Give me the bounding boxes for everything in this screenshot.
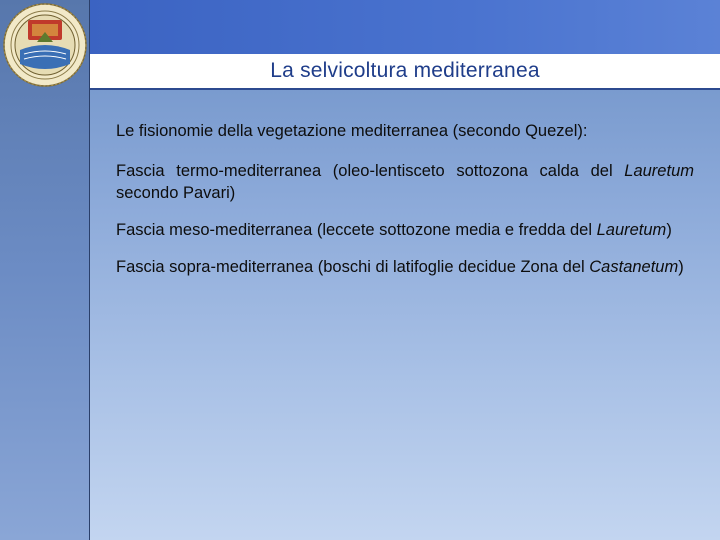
top-band (90, 0, 720, 54)
list-item (116, 219, 694, 241)
item-italic-term: Lauretum (624, 162, 694, 180)
item-text: Fascia termo-mediterranea (oleo-lentisceto sottozona calda del (116, 162, 625, 180)
list-item (116, 256, 694, 278)
intro-text: Le fisionomie della vegetazione mediterranea (secondo Quezel): (116, 122, 588, 140)
list-item (116, 160, 694, 204)
item-italic-term: Castanetum (589, 258, 679, 276)
university-seal-logo (2, 2, 88, 88)
item-text-tail: secondo Pavari) (116, 184, 236, 202)
slide-title: La selvicoltura mediterranea (270, 59, 540, 82)
title-bar (90, 54, 720, 90)
item-text-tail: ) (666, 221, 672, 239)
slide-content (116, 120, 694, 293)
item-text: Fascia meso-mediterranea (leccete sottozone media e fredda del (116, 221, 597, 239)
item-italic-term: Lauretum (596, 221, 667, 239)
item-text-tail: ) (678, 258, 684, 276)
item-text: Fascia sopra-mediterranea (boschi di latifoglie decidue Zona del (116, 258, 590, 276)
